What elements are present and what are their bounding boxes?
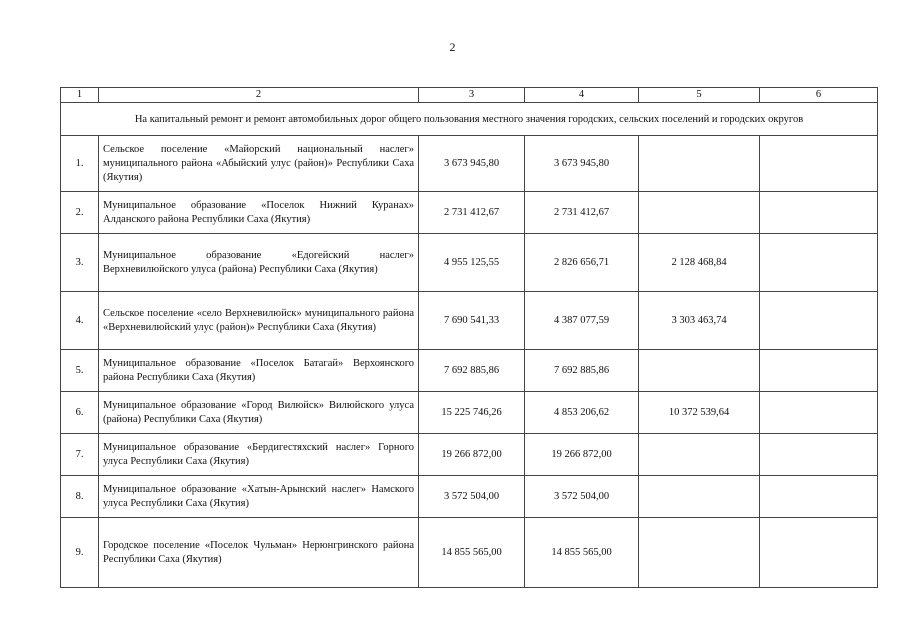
column-number-row bbox=[61, 88, 878, 103]
table-row bbox=[61, 476, 878, 518]
amount-total: 3 673 945,80 bbox=[419, 136, 525, 192]
amount-total: 7 690 541,33 bbox=[419, 292, 525, 350]
row-number: 8. bbox=[61, 476, 99, 518]
table-row bbox=[61, 518, 878, 588]
amount-total: 7 692 885,86 bbox=[419, 350, 525, 392]
column-header: 4 bbox=[525, 88, 639, 103]
amount-col6 bbox=[760, 136, 878, 192]
municipality-name: Сельское поселение «Майорский национальный наслег» муниципального района «Абыйский улус (район)» Республики Саха (Якутия) bbox=[99, 136, 419, 192]
amount-col6 bbox=[760, 350, 878, 392]
amount-col5 bbox=[639, 350, 760, 392]
row-number: 4. bbox=[61, 292, 99, 350]
column-header: 1 bbox=[61, 88, 99, 103]
table-row bbox=[61, 136, 878, 192]
budget-table bbox=[60, 87, 878, 588]
amount-col4: 19 266 872,00 bbox=[525, 434, 639, 476]
amount-col6 bbox=[760, 234, 878, 292]
amount-col4: 3 572 504,00 bbox=[525, 476, 639, 518]
amount-col6 bbox=[760, 518, 878, 588]
amount-col5: 2 128 468,84 bbox=[639, 234, 760, 292]
municipality-name: Муниципальное образование «Поселок Нижний Куранах» Алданского района Республики Саха (Якутия) bbox=[99, 192, 419, 234]
column-header: 5 bbox=[639, 88, 760, 103]
municipality-name: Городское поселение «Поселок Чульман» Нерюнгринского района Республики Саха (Якутия) bbox=[99, 518, 419, 588]
municipality-name: Муниципальное образование «Бердигестяхский наслег» Горного улуса Республики Саха (Якутия) bbox=[99, 434, 419, 476]
amount-col5: 3 303 463,74 bbox=[639, 292, 760, 350]
amount-col5 bbox=[639, 476, 760, 518]
column-header: 6 bbox=[760, 88, 878, 103]
amount-col6 bbox=[760, 392, 878, 434]
table-row bbox=[61, 292, 878, 350]
amount-col5: 10 372 539,64 bbox=[639, 392, 760, 434]
municipality-name: Муниципальное образование «Хатын-Арынский наслег» Намского улуса Республики Саха (Якутия) bbox=[99, 476, 419, 518]
table-row bbox=[61, 234, 878, 292]
amount-total: 3 572 504,00 bbox=[419, 476, 525, 518]
amount-col4: 7 692 885,86 bbox=[525, 350, 639, 392]
section-title: На капитальный ремонт и ремонт автомобильных дорог общего пользования местного значения городских, сельских поселений и городских округов bbox=[61, 103, 878, 136]
row-number: 7. bbox=[61, 434, 99, 476]
amount-col5 bbox=[639, 434, 760, 476]
column-header: 2 bbox=[99, 88, 419, 103]
amount-col6 bbox=[760, 292, 878, 350]
amount-col4: 4 387 077,59 bbox=[525, 292, 639, 350]
municipality-name: Муниципальное образование «Город Вилюйск» Вилюйского улуса (района) Республики Саха (Якутия) bbox=[99, 392, 419, 434]
amount-col5 bbox=[639, 518, 760, 588]
amount-col6 bbox=[760, 192, 878, 234]
amount-total: 2 731 412,67 bbox=[419, 192, 525, 234]
row-number: 9. bbox=[61, 518, 99, 588]
municipality-name: Муниципальное образование «Поселок Батагай» Верхоянского района Республики Саха (Якутия) bbox=[99, 350, 419, 392]
table-row bbox=[61, 392, 878, 434]
page-number: 2 bbox=[449, 40, 456, 54]
amount-col5 bbox=[639, 192, 760, 234]
amount-col6 bbox=[760, 476, 878, 518]
amount-col5 bbox=[639, 136, 760, 192]
amount-col4: 14 855 565,00 bbox=[525, 518, 639, 588]
table-row bbox=[61, 434, 878, 476]
row-number: 5. bbox=[61, 350, 99, 392]
municipality-name: Сельское поселение «село Верхневилюйск» муниципального района «Верхневилюйский улус (район)» Республики Саха (Якутия) bbox=[99, 292, 419, 350]
row-number: 3. bbox=[61, 234, 99, 292]
amount-total: 15 225 746,26 bbox=[419, 392, 525, 434]
row-number: 1. bbox=[61, 136, 99, 192]
amount-col4: 3 673 945,80 bbox=[525, 136, 639, 192]
row-number: 2. bbox=[61, 192, 99, 234]
table-row bbox=[61, 350, 878, 392]
amount-total: 19 266 872,00 bbox=[419, 434, 525, 476]
amount-total: 14 855 565,00 bbox=[419, 518, 525, 588]
row-number: 6. bbox=[61, 392, 99, 434]
amount-col4: 2 826 656,71 bbox=[525, 234, 639, 292]
amount-total: 4 955 125,55 bbox=[419, 234, 525, 292]
municipality-name: Муниципальное образование «Едогейский наслег» Верхневилюйского улуса (района) Республики Саха (Якутия) bbox=[99, 234, 419, 292]
amount-col6 bbox=[760, 434, 878, 476]
amount-col4: 4 853 206,62 bbox=[525, 392, 639, 434]
table-row bbox=[61, 192, 878, 234]
section-header-row bbox=[61, 103, 878, 136]
amount-col4: 2 731 412,67 bbox=[525, 192, 639, 234]
column-header: 3 bbox=[419, 88, 525, 103]
